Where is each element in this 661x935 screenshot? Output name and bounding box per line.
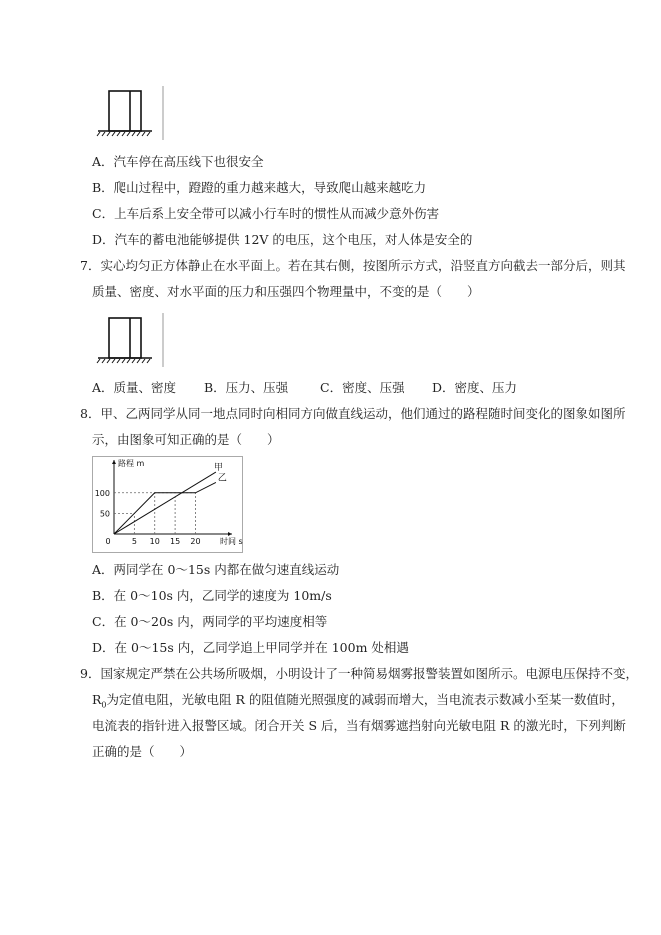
y-tick-label: 100 — [94, 488, 110, 498]
q7-stem-line1: 7．实心均匀正方体静止在水平面上。若在其右侧，按图所示方式，沿竖直方向截去一部分后，则其 — [80, 258, 626, 273]
q9-stem-line1: 9．国家规定严禁在公共场所吸烟，小明设计了一种简易烟雾报警装置如图所示。电源电压保持不变， — [80, 666, 638, 681]
distance-time-chart — [92, 456, 252, 554]
x-axis-label: 时间 s — [220, 537, 243, 546]
q8-option-d: D．在 0～15s 内，乙同学追上甲同学并在 100m 处相遇 — [92, 640, 409, 655]
x-tick-label: 20 — [190, 537, 201, 546]
q7-option-b: B．压力、压强 — [204, 380, 289, 395]
series-label: 甲 — [213, 463, 223, 474]
q6-option-a: A．汽车停在高压线下也很安全 — [92, 154, 264, 169]
q6-option-c: C．上车后系上安全带可以减小行车时的惯性从而减少意外伤害 — [92, 206, 440, 221]
q8-option-b: B．在 0～10s 内，乙同学的速度为 10m/s — [92, 588, 332, 603]
q7-option-c: C．密度、压强 — [320, 380, 405, 395]
q9-stem-line2 — [92, 692, 624, 714]
q6-option-d: D．汽车的蓄电池能够提供 12V 的电压，这个电压，对人体是安全的 — [92, 232, 473, 247]
q7-option-d: D．密度、压力 — [432, 380, 518, 395]
x-tick-label: 5 — [131, 537, 137, 546]
series-line-jia — [114, 472, 216, 534]
q7-option-a: A．质量、密度 — [92, 380, 177, 395]
y-tick-label: 50 — [99, 509, 110, 519]
q7-stem-line2: 质量、密度、对水平面的压力和压强四个物理量中，不变的是（ ） — [92, 284, 480, 299]
block-figure-top — [94, 86, 166, 142]
block-figure-q7 — [94, 313, 166, 369]
q8-stem-line1: 8．甲、乙两同学从同一地点同时向相同方向做直线运动，他们通过的路程随时间变化的图象如图所 — [80, 406, 626, 421]
q9-r0-symbol: R — [92, 692, 102, 707]
q9-stem-line4: 正确的是（ ） — [92, 744, 193, 759]
q8-option-a: A．两同学在 0～15s 内都在做匀速直线运动 — [92, 562, 340, 577]
q9-r0-subscript: 0 — [101, 700, 107, 710]
y-axis-arrow — [112, 460, 116, 464]
y-axis-label: 路程 m — [118, 459, 145, 468]
series-label: 乙 — [217, 473, 227, 484]
series-line-yi — [114, 482, 216, 534]
x-axis-arrow — [228, 532, 232, 536]
q8-stem-line2: 示，由图象可知正确的是（ ） — [92, 432, 280, 447]
q8-option-c: C．在 0～20s 内，两同学的平均速度相等 — [92, 614, 328, 629]
x-tick-label: 0 — [105, 537, 111, 546]
x-tick-label: 15 — [170, 537, 181, 546]
q9-stem-line3: 电流表的指针进入报警区域。闭合开关 S 后，当有烟雾遮挡射向光敏电阻 R 的激光时，下列判断 — [92, 718, 626, 733]
q9-stem-line2-text: 为定值电阻，光敏电阻 R 的阻值随光照强度的减弱而增大，当电流表示数减小至某一数值时， — [106, 692, 624, 707]
x-tick-label: 10 — [149, 537, 160, 546]
q6-option-b: B．爬山过程中，蹬蹬的重力越来越大，导致爬山越来越吃力 — [92, 180, 427, 195]
